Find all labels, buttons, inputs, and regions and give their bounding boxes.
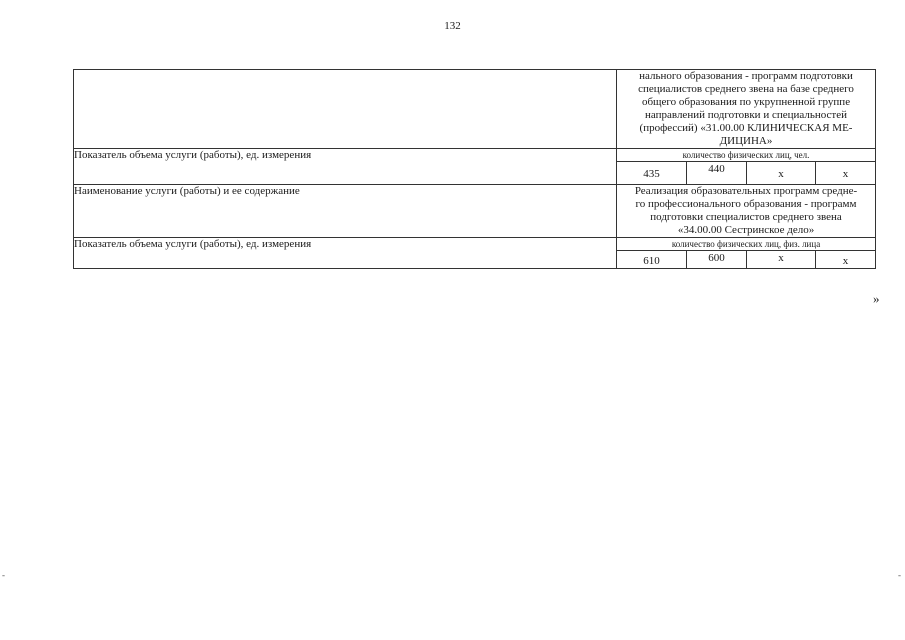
content-line: общего образования по укрупненной группе <box>641 96 851 108</box>
content-line: направлений подготовки и специальностей <box>645 109 847 121</box>
value-cell <box>747 251 816 269</box>
value-cell <box>816 162 876 185</box>
value-text: x <box>778 252 784 264</box>
edge-mark-left: - <box>2 570 5 580</box>
empty-label-cell <box>74 70 617 149</box>
indicator-label-2: Показатель объема услуги (работы), ед. измерения <box>74 238 617 269</box>
value-text: x <box>842 168 849 180</box>
table-row <box>74 149 876 162</box>
unit-cell-1: количество физических лиц, чел. <box>617 149 876 162</box>
indicator-label-1: Показатель объема услуги (работы), ед. измерения <box>74 149 617 185</box>
value-cell <box>617 251 687 269</box>
content-line: «34.00.00 Сестринское дело» <box>677 224 815 236</box>
content-line: Реализация образовательных программ средне- <box>634 185 858 197</box>
content-line: (профессий) «31.00.00 КЛИНИЧЕСКАЯ МЕ- <box>639 122 853 134</box>
value-text: x <box>778 168 784 180</box>
page-number: 132 <box>444 20 461 32</box>
content-line: нального образования - программ подготовки <box>639 70 853 82</box>
value-text: x <box>842 255 849 267</box>
content-line: ДИЦИНА» <box>719 135 773 147</box>
value-text: 610 <box>643 255 660 267</box>
value-cell <box>747 162 816 185</box>
value-text: 435 <box>643 168 660 180</box>
value-cell <box>816 251 876 269</box>
service-content-cell-1 <box>617 70 876 149</box>
service-volume-table <box>73 69 876 269</box>
value-text: 600 <box>708 252 725 264</box>
table-row <box>74 238 876 251</box>
service-content-cell-2 <box>617 185 876 238</box>
closing-quote: » <box>873 291 880 306</box>
unit-cell-2: количество физических лиц, физ. лица <box>617 238 876 251</box>
value-cell <box>617 162 687 185</box>
table-row <box>74 185 876 238</box>
value-text: 440 <box>708 163 725 175</box>
content-line: подготовки специалистов среднего звена <box>650 211 842 223</box>
value-cell <box>687 251 747 269</box>
content-line: го профессионального образования - программ <box>635 198 857 210</box>
table-row <box>74 70 876 149</box>
service-name-label: Наименование услуги (работы) и ее содержание <box>74 185 617 238</box>
value-cell <box>687 162 747 185</box>
content-line: специалистов среднего звена на базе среднего <box>638 83 854 95</box>
edge-mark-right: - <box>898 570 901 580</box>
